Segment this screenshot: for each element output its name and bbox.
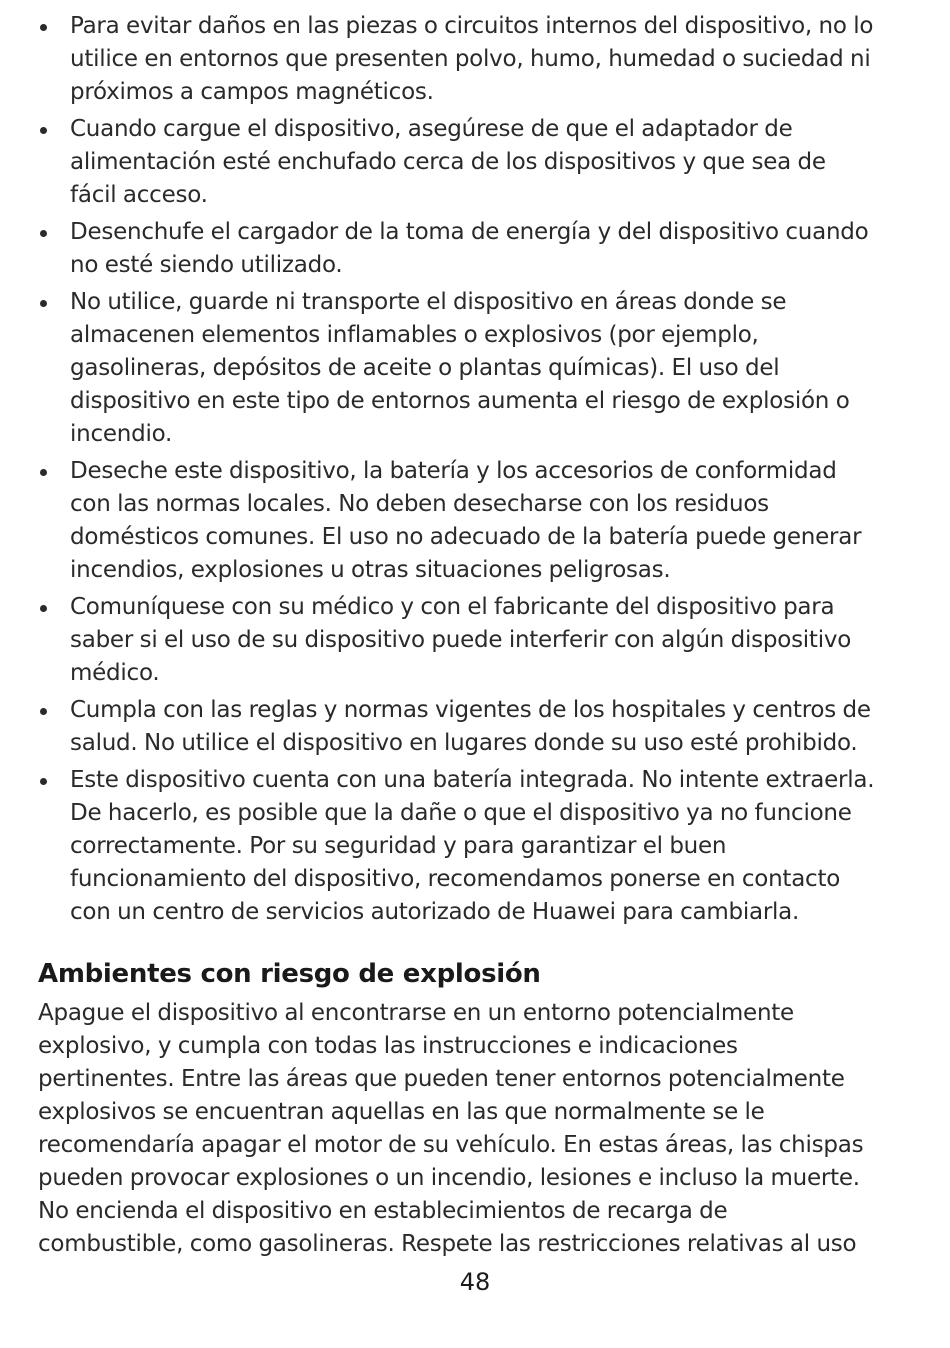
bullet-icon — [40, 300, 47, 307]
bullet-text: Deseche este dispositivo, la batería y los accesorios de conformidad con las normas locales. No deben desecharse con los residuos domésticos comunes. El uso no adecuado de la batería puede generar incendios, explosiones u otras situaciones peligrosas. — [70, 458, 862, 583]
bullet-text: Para evitar daños en las piezas o circuitos internos del dispositivo, no lo utilice en entornos que presenten polvo, humo, humedad o suciedad ni próximos a campos magnéticos. — [70, 13, 874, 105]
bullet-icon — [40, 708, 47, 715]
bullet-icon — [40, 469, 47, 476]
bullet-item — [38, 216, 878, 282]
bullet-item — [38, 10, 878, 109]
bullet-item — [38, 591, 878, 690]
bullet-text: Cumpla con las reglas y normas vigentes de los hospitales y centros de salud. No utilice el dispositivo en lugares donde su uso esté prohibido. — [70, 697, 871, 756]
bullet-item — [38, 455, 878, 587]
bullet-text: Este dispositivo cuenta con una batería integrada. No intente extraerla. De hacerlo, es posible que la dañe o que el dispositivo ya no funcione correctamente. Por su seguridad y para garantizar el buen funcionamiento del dispositivo, recomendamos ponerse en contacto con un centro de servicios autorizado de Huawei para cambiarla. — [70, 767, 875, 925]
bullet-icon — [40, 24, 47, 31]
bullet-text: Desenchufe el cargador de la toma de energía y del dispositivo cuando no esté siendo utilizado. — [70, 219, 869, 278]
section-paragraph: Apague el dispositivo al encontrarse en un entorno potencialmente explosivo, y cumpla con todas las instrucciones e indicaciones pertinentes. Entre las áreas que pueden tener entornos potencialmente explosivos se encuentran aquellas en las que normalmente se le recomendaría apagar el motor de su vehículo. En estas áreas, las chispas pueden provocar explosiones o un incendio, lesiones e incluso la muerte. No encienda el dispositivo en establecimientos de recarga de combustible, como gasolineras. Respete las restricciones relativas al uso — [38, 1000, 864, 1257]
section-heading: Ambientes con riesgo de explosión — [38, 959, 541, 989]
bullet-text: Comuníquese con su médico y con el fabricante del dispositivo para saber si el uso de su dispositivo puede interferir con algún dispositivo médico. — [70, 594, 852, 686]
bullet-text: Cuando cargue el dispositivo, asegúrese de que el adaptador de alimentación esté enchufado cerca de los dispositivos y que sea de fácil acceso. — [70, 116, 826, 208]
page-number: 48 — [459, 1268, 491, 1296]
safety-bullet-list — [38, 10, 878, 933]
bullet-icon — [40, 230, 47, 237]
bullet-icon — [40, 778, 47, 785]
bullet-icon — [40, 127, 47, 134]
bullet-item — [38, 694, 878, 760]
bullet-item — [38, 286, 878, 451]
bullet-item — [38, 764, 878, 929]
explosion-risk-section — [38, 955, 878, 1261]
bullet-icon — [40, 605, 47, 612]
bullet-item — [38, 113, 878, 212]
bullet-text: No utilice, guarde ni transporte el dispositivo en áreas donde se almacenen elementos inflamables o explosivos (por ejemplo, gasolineras, depósitos de aceite o plantas químicas). El uso del dispositivo en este tipo de entornos aumenta el riesgo de explosión o incendio. — [70, 289, 850, 447]
